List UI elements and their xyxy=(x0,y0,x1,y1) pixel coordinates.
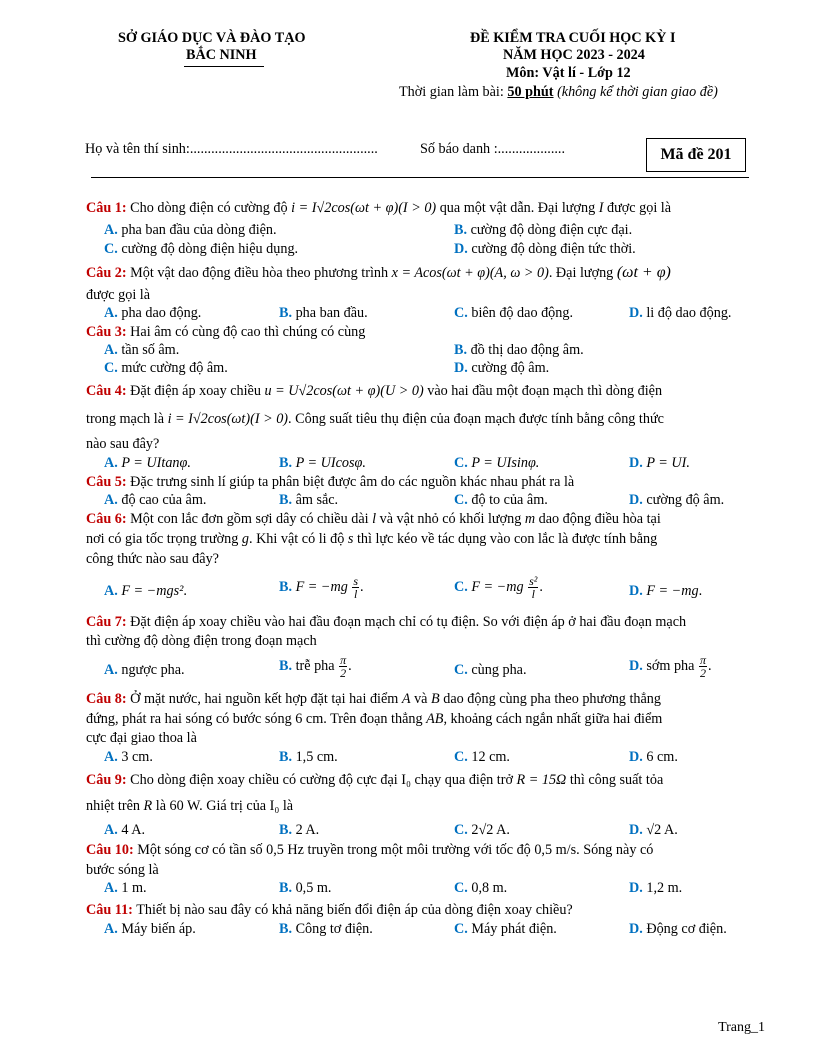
q6-option-b[interactable]: B. F = −mg $\frac{s}{l}$ . xyxy=(279,574,364,601)
q3-option-c[interactable]: C. mức cường độ âm. xyxy=(104,360,228,376)
q8-option-b[interactable]: B. 1,5 cm. xyxy=(279,749,338,765)
q3-option-a[interactable]: A. tần số âm. xyxy=(104,342,180,358)
fraction-pi-over-2: $\frac{\pi}{2}$ xyxy=(699,653,706,680)
q10-option-c[interactable]: C. 0,8 m. xyxy=(454,880,508,896)
q2-option-d[interactable]: D. li độ dao động. xyxy=(629,305,732,321)
question-10-line2: bước sóng là xyxy=(86,862,159,878)
q2-option-b[interactable]: B. pha ban đầu. xyxy=(279,305,368,321)
question-6-line3: công thức nào sau đây? xyxy=(86,551,219,567)
q9-option-c[interactable]: C. 2√2 A. xyxy=(454,822,510,838)
page-number: Trang_1 xyxy=(718,1020,765,1035)
q2-option-c[interactable]: C. biên độ dao động. xyxy=(454,305,574,321)
q2-option-a[interactable]: A. pha dao động. xyxy=(104,305,202,321)
question-8-line3: cực đại giao thoa là xyxy=(86,730,197,746)
question-9-line2: nhiệt trên R là 60 W. Giá trị của I₀ là xyxy=(86,798,294,814)
question-4-line3: nào sau đây? xyxy=(86,436,160,452)
province-name: BẮC NINH xyxy=(186,47,257,63)
province-underline xyxy=(184,66,264,67)
q5-option-a[interactable]: A. độ cao của âm. xyxy=(104,492,207,508)
q5-option-d[interactable]: D. cường độ âm. xyxy=(629,492,725,508)
exam-code-box xyxy=(646,138,746,172)
fraction-pi-over-2: $\frac{\pi}{2}$ xyxy=(340,653,347,680)
q4-option-c[interactable]: C. P = UIsinφ. xyxy=(454,455,540,471)
candidate-name-field: Họ và tên thí sinh:..................................................... xyxy=(85,141,378,157)
q7-option-b[interactable]: B. trễ pha $\frac{\pi}{2}$ . xyxy=(279,653,352,680)
question-2-line2: được gọi là xyxy=(86,287,151,303)
q8-option-d[interactable]: D. 6 cm. xyxy=(629,749,678,765)
q9-option-b[interactable]: B. 2 A. xyxy=(279,822,320,838)
question-4-line2: trong mạch là i = I√2cos(ωt)(I > 0). Công suất tiêu thụ điện của đoạn mạch được tính bằng công thức xyxy=(86,411,664,427)
question-9: Câu 9: Cho dòng điện xoay chiều có cường độ cực đại I₀ chạy qua điện trở R = 15Ω thì công suất tỏa xyxy=(86,772,664,788)
q4-option-d[interactable]: D. P = UI. xyxy=(629,455,690,471)
q11-option-a[interactable]: A. Máy biến áp. xyxy=(104,921,196,937)
q6-option-c[interactable]: C. F = −mg $\frac{\text{s²}}{l}$ . xyxy=(454,574,543,601)
q6-option-a[interactable]: A. F = −mgs². xyxy=(104,583,187,599)
q8-option-c[interactable]: C. 12 cm. xyxy=(454,749,510,765)
question-5: Câu 5: Đặc trưng sinh lí giúp ta phân biệt được âm do các nguồn khác nhau phát ra là xyxy=(86,474,575,490)
q4-option-a[interactable]: A. P = UItanφ. xyxy=(104,455,191,471)
q9-option-d[interactable]: D. √2 A. xyxy=(629,822,678,838)
fraction-s-over-l: $\frac{s}{l}$ xyxy=(353,574,359,601)
q1-option-b[interactable]: B. cường độ dòng điện cực đại. xyxy=(454,222,633,238)
exam-code: Mã đề 201 xyxy=(660,146,732,163)
q1-option-c[interactable]: C. cường độ dòng điện hiệu dụng. xyxy=(104,241,299,257)
q6-option-d[interactable]: D. F = −mg. xyxy=(629,583,703,599)
question-11: Câu 11: Thiết bị nào sau đây có khả năng biến đổi điện áp của dòng điện xoay chiều? xyxy=(86,902,573,918)
question-7: Câu 7: Đặt điện áp xoay chiều vào hai đầu đoạn mạch chỉ có tụ điện. So với điện áp ở hai đầu đoạn mạch xyxy=(86,614,687,630)
question-4: Câu 4: Đặt điện áp xoay chiều u = U√2cos(ωt + φ)(U > 0) vào hai đầu một đoạn mạch thì dòng điện xyxy=(86,383,663,399)
q11-option-d[interactable]: D. Động cơ điện. xyxy=(629,921,727,937)
question-6: Câu 6: Một con lắc đơn gồm sợi dây có chiều dài l và vật nhỏ có khối lượng m dao động điều hòa tại xyxy=(86,511,661,527)
question-3: Câu 3: Hai âm có cùng độ cao thì chúng có cùng xyxy=(86,324,366,340)
q1-option-a[interactable]: A. pha ban đầu của dòng điện. xyxy=(104,222,277,238)
question-7-line2: thì cường độ dòng điện trong đoạn mạch xyxy=(86,633,317,649)
department-name: SỞ GIÁO DỤC VÀ ĐÀO TẠO xyxy=(118,30,306,46)
q3-option-d[interactable]: D. cường độ âm. xyxy=(454,360,550,376)
q10-option-a[interactable]: A. 1 m. xyxy=(104,880,147,896)
q5-option-b[interactable]: B. âm sắc. xyxy=(279,492,339,508)
q5-option-c[interactable]: C. độ to của âm. xyxy=(454,492,548,508)
exam-time: Thời gian làm bài: 50 phút (không kể thời gian giao đề) xyxy=(399,84,718,100)
q7-option-c[interactable]: C. cùng pha. xyxy=(454,662,527,678)
question-2: Câu 2: Một vật dao động điều hòa theo phương trình x = Acos(ωt + φ)(A, ω > 0). Đại lượng (ωt + φ) xyxy=(86,264,671,281)
q11-option-b[interactable]: B. Công tơ điện. xyxy=(279,921,373,937)
q4-option-b[interactable]: B. P = UIcosφ. xyxy=(279,455,366,471)
q10-option-b[interactable]: B. 0,5 m. xyxy=(279,880,332,896)
question-10: Câu 10: Một sóng cơ có tần số 0,5 Hz truyền trong một môi trường với tốc độ 0,5 m/s. Sóng này có xyxy=(86,842,654,858)
school-year: NĂM HỌC 2023 - 2024 xyxy=(503,47,645,63)
q8-option-a[interactable]: A. 3 cm. xyxy=(104,749,153,765)
candidate-id-field: Số báo danh :................... xyxy=(420,141,566,157)
q3-option-b[interactable]: B. đồ thị dao động âm. xyxy=(454,342,584,358)
question-1: Câu 1: Cho dòng điện có cường độ i = I√2cos(ωt + φ)(I > 0) qua một vật dẫn. Đại lượng I được gọi là xyxy=(86,200,672,216)
question-8: Câu 8: Ở mặt nước, hai nguồn kết hợp đặt tại hai điểm A và B dao động cùng pha theo phương thẳng xyxy=(86,691,661,707)
fraction-s2-over-l: $\frac{\text{s²}}{l}$ xyxy=(529,574,538,601)
q9-option-a[interactable]: A. 4 A. xyxy=(104,822,145,838)
question-8-line2: đứng, phát ra hai sóng có bước sóng 6 cm. Trên đoạn thẳng AB, khoảng cách ngắn nhất giữa hai điểm xyxy=(86,711,663,727)
header-divider xyxy=(91,177,749,178)
subject: Môn: Vật lí - Lớp 12 xyxy=(506,65,631,81)
q11-option-c[interactable]: C. Máy phát điện. xyxy=(454,921,557,937)
exam-title: ĐỀ KIỂM TRA CUỐI HỌC KỲ I xyxy=(470,30,676,46)
question-6-line2: nơi có gia tốc trọng trường g. Khi vật có li độ s thì lực kéo về tác dụng vào con lắc là được tính bằng xyxy=(86,531,658,547)
q7-option-d[interactable]: D. sớm pha $\frac{\pi}{2}$ . xyxy=(629,653,712,680)
q10-option-d[interactable]: D. 1,2 m. xyxy=(629,880,683,896)
q1-option-d[interactable]: D. cường độ dòng điện tức thời. xyxy=(454,241,636,257)
q7-option-a[interactable]: A. ngược pha. xyxy=(104,662,185,678)
